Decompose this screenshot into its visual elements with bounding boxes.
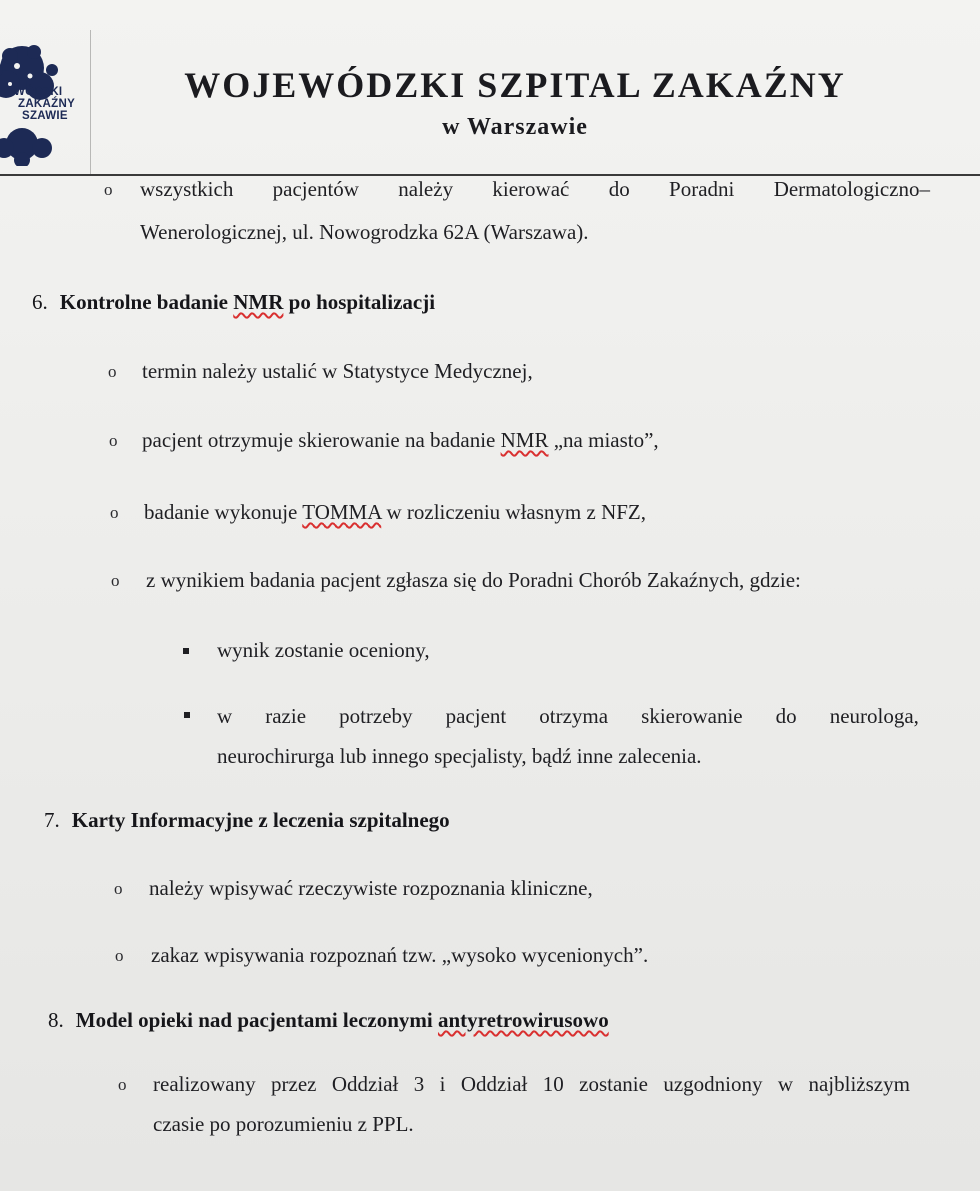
item-text: w rozliczeniu własnym z NFZ, xyxy=(381,500,646,524)
list-item: zakaz wpisywania rozpoznań tzw. „wysoko wycenionych”. xyxy=(151,943,649,967)
list-item-line xyxy=(153,1072,910,1097)
section-number: 8. xyxy=(48,1008,64,1032)
list-item: należy wpisywać rzeczywiste rozpoznania kliniczne, xyxy=(149,876,593,900)
list-item-line: Wenerologicznej, ul. Nowogrodzka 62A (Warszawa). xyxy=(140,220,589,244)
circle-bullet-icon: o xyxy=(118,1075,127,1094)
word: pacjentów xyxy=(272,177,359,201)
word: do xyxy=(608,177,630,201)
word: kierować xyxy=(492,177,570,201)
word: 3 xyxy=(413,1072,425,1096)
word: otrzyma xyxy=(539,704,609,728)
circle-bullet-icon: o xyxy=(115,946,124,965)
word: zostanie xyxy=(579,1072,648,1096)
spellcheck-flag: NMR xyxy=(233,290,284,314)
logo-line: ZAKAŹNY xyxy=(18,98,76,110)
sub-list-item: wynik zostanie oceniony, xyxy=(217,638,430,662)
sub-list-item-line xyxy=(217,704,919,729)
logo-line: WÓDZKI xyxy=(14,86,63,98)
word: realizowany xyxy=(153,1072,256,1096)
hospital-name: WOJEWÓDZKI SZPITAL ZAKAŹNY xyxy=(184,65,846,105)
list-item-line xyxy=(140,177,930,202)
heading-text: po hospitalizacji xyxy=(283,290,436,314)
circle-bullet-icon: o xyxy=(114,879,123,898)
word: najbliższym xyxy=(808,1072,910,1096)
word: uzgodniony xyxy=(663,1072,763,1096)
circle-bullet-icon: o xyxy=(104,180,113,199)
word: 10 xyxy=(542,1072,564,1096)
word: w xyxy=(777,1072,794,1096)
word: razie xyxy=(265,704,307,728)
item-text: „na miasto”, xyxy=(548,428,659,452)
heading-text: Model opieki nad pacjentami leczonymi xyxy=(75,1008,438,1032)
list-item xyxy=(144,500,646,525)
word: Oddział xyxy=(331,1072,399,1096)
square-bullet-icon xyxy=(183,648,189,654)
circle-bullet-icon: o xyxy=(110,503,119,522)
letterhead xyxy=(0,0,980,176)
heading-text: Kontrolne badanie xyxy=(59,290,234,314)
list-item xyxy=(142,428,659,453)
word: przez xyxy=(271,1072,317,1096)
spellcheck-flag: NMR xyxy=(500,428,549,452)
sub-list-item-line: neurochirurga lub innego specjalisty, bądź inne zalecenia. xyxy=(217,744,702,768)
logo-wordmark xyxy=(0,86,75,122)
section-heading xyxy=(44,808,450,833)
word: do xyxy=(775,704,797,728)
circle-bullet-icon: o xyxy=(111,571,120,590)
circle-bullet-icon: o xyxy=(108,362,117,381)
word: w xyxy=(217,704,233,728)
word: wszystkich xyxy=(140,177,234,201)
section-number: 6. xyxy=(32,290,48,314)
header-divider xyxy=(90,30,91,176)
word: neurologa, xyxy=(829,704,919,728)
section-number: 7. xyxy=(44,808,60,832)
word: potrzeby xyxy=(339,704,413,728)
item-text: pacjent otrzymuje skierowanie na badanie xyxy=(142,428,501,452)
item-text: badanie wykonuje xyxy=(144,500,303,524)
word: skierowanie xyxy=(641,704,743,728)
spellcheck-flag: antyretrowirusowo xyxy=(437,1008,609,1032)
hospital-city: w Warszawie xyxy=(442,114,588,140)
word: Dermatologiczno– xyxy=(773,177,930,201)
list-item: z wynikiem badania pacjent zgłasza się do Poradni Chorób Zakaźnych, gdzie: xyxy=(146,568,801,592)
word: i xyxy=(439,1072,446,1096)
word: Oddział xyxy=(460,1072,528,1096)
list-item: termin należy ustalić w Statystyce Medycznej, xyxy=(142,359,533,383)
square-bullet-icon xyxy=(184,712,190,718)
heading-text: Karty Informacyjne z leczenia szpitalnego xyxy=(71,808,450,832)
list-item-line: czasie po porozumieniu z PPL. xyxy=(153,1112,414,1136)
logo-line: SZAWIE xyxy=(22,110,68,122)
word: Poradni xyxy=(669,177,735,201)
word: pacjent xyxy=(445,704,507,728)
word: należy xyxy=(398,177,454,201)
section-heading xyxy=(32,290,435,315)
circle-bullet-icon: o xyxy=(109,431,118,450)
section-heading xyxy=(48,1008,609,1033)
spellcheck-flag: TOMMA xyxy=(302,500,382,524)
header-rule xyxy=(0,174,980,176)
